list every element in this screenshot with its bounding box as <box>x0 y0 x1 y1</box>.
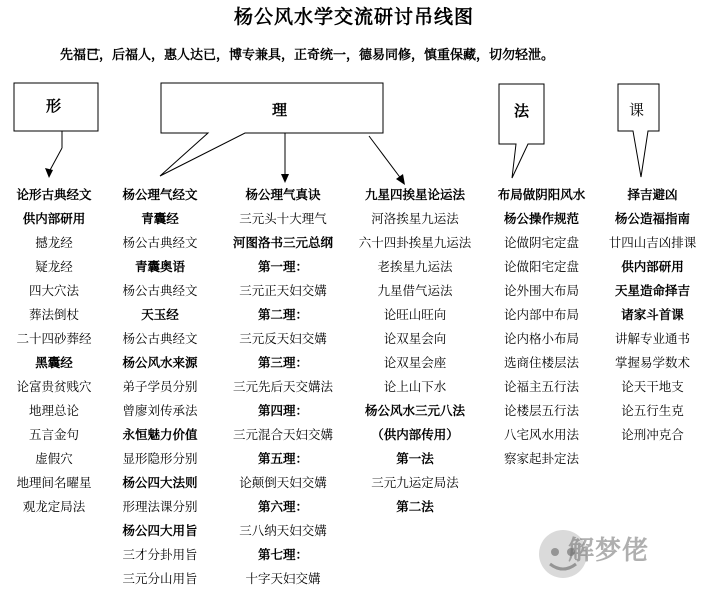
column-item: 六十四卦挨星九运法 <box>358 235 472 250</box>
column-item: 论福主五行法 <box>503 379 579 394</box>
column-item: 掌握易学数术 <box>614 355 690 370</box>
column-item: 杨公造福指南 <box>614 211 690 226</box>
column-item: 第一理： <box>257 259 308 274</box>
column-item: 青囊奥语 <box>134 259 185 274</box>
column-item: 杨公理气经文 <box>122 187 198 202</box>
column-item: 三元反天妇交媾 <box>239 331 327 346</box>
column-item: 杨公风水来源 <box>122 355 198 370</box>
column-item: 曾廖刘传承法 <box>122 403 198 418</box>
column-item: 第五理： <box>257 451 308 466</box>
column-item: 三元混合天妇交媾 <box>232 427 333 442</box>
column-ke <box>600 183 705 447</box>
column-item: 九星四挨星论运法 <box>364 187 465 202</box>
li-arrow-right <box>369 136 402 180</box>
column-item: 老挨星九运法 <box>377 259 453 274</box>
column-item: 论做阳宅定盘 <box>503 259 579 274</box>
column-item: 杨公风水三元八法 <box>364 403 465 418</box>
header-ke: 课 <box>629 101 645 119</box>
column-item: 论形古典经文 <box>16 187 92 202</box>
column-item: 诸家斗首课 <box>621 307 684 322</box>
column-item: 讲解专业通书 <box>614 331 690 346</box>
column-fa <box>484 183 599 471</box>
column-item: 第二理： <box>257 307 308 322</box>
column-item: 供内部研用 <box>621 259 684 274</box>
column-item: 撼龙经 <box>35 235 73 250</box>
column-item: 论外围大布局 <box>503 283 579 298</box>
column-item: 地理总论 <box>28 403 79 418</box>
page-title: 杨公风水学交流研讨吊线图 <box>233 6 474 28</box>
motto-line: 先福已，后福人，惠人达已，博专兼具，正奇统一，德易同修，慎重保藏，切勿轻泄。 <box>60 48 555 63</box>
column-xing <box>4 183 104 519</box>
column-item: 九星借气运法 <box>377 283 453 298</box>
column-item: 三才分卦用旨 <box>122 547 198 562</box>
column-item: 论内格小布局 <box>503 331 579 346</box>
column-item: 论双星会座 <box>383 355 447 370</box>
column-item: 黑囊经 <box>35 355 73 370</box>
column-item: 论颠倒天妇交媾 <box>239 475 327 490</box>
column-item: 三元先后天交媾法 <box>232 379 333 394</box>
column-item: 虚假穴 <box>35 451 73 466</box>
column-item: 三元正天妇交媾 <box>239 283 327 298</box>
column-item: 第七理： <box>257 547 308 562</box>
column-item: 论旺山旺向 <box>383 307 447 322</box>
column-item: 择吉避凶 <box>627 187 678 202</box>
column-item: 第二法 <box>396 499 434 514</box>
column-item: 五言金句 <box>28 427 79 442</box>
column-item: 地理间名曜星 <box>16 475 92 490</box>
column-item: 葬法倒杖 <box>28 307 79 322</box>
column-item: 杨公四大法则 <box>122 475 198 490</box>
column-item: 显形隐形分别 <box>122 451 198 466</box>
column-item: 论富贵贫贱穴 <box>16 379 92 394</box>
column-li-zhenjue <box>218 183 348 591</box>
header-li: 理 <box>272 101 288 119</box>
column-item: 三元分山用旨 <box>122 571 198 586</box>
column-item: 杨公古典经文 <box>122 235 198 250</box>
column-item: 三元头十大理气 <box>239 211 327 226</box>
column-item: 第一法 <box>396 451 434 466</box>
column-item: 论刑冲克合 <box>621 427 684 442</box>
column-item: 论五行生克 <box>621 403 684 418</box>
column-item: 永恒魅力价值 <box>122 427 198 442</box>
column-item: 第六理： <box>257 499 308 514</box>
column-item: 杨公理气真诀 <box>245 187 321 202</box>
column-item: 天星造命择吉 <box>614 283 690 298</box>
header-fa: 法 <box>514 102 530 120</box>
column-item: 天玉经 <box>141 307 179 322</box>
column-item: 论内部中布局 <box>503 307 579 322</box>
column-item: 供内部研用 <box>22 211 86 226</box>
column-item: 杨公四大用旨 <box>122 523 198 538</box>
column-item: 论双星会向 <box>383 331 447 346</box>
column-item: 河图洛书三元总纲 <box>232 235 333 250</box>
column-item: 论楼层五行法 <box>503 403 579 418</box>
column-item: 论做阴宅定盘 <box>503 235 579 250</box>
column-item: 杨公操作规范 <box>503 211 579 226</box>
column-item: 四大穴法 <box>28 283 79 298</box>
column-item: 青囊经 <box>141 211 179 226</box>
watermark-text: 解梦佬 <box>568 536 650 566</box>
column-item: 河洛挨星九运法 <box>371 211 459 226</box>
column-item: 观龙定局法 <box>22 499 86 514</box>
column-item: 疑龙经 <box>35 259 73 274</box>
column-item: 八宅风水用法 <box>503 427 579 442</box>
column-li-jiuxing <box>350 183 480 519</box>
column-item: 三元九运定局法 <box>371 475 459 490</box>
ke-callout <box>618 84 659 177</box>
li-callout <box>160 83 383 176</box>
column-item: 杨公古典经文 <box>122 283 198 298</box>
header-xing: 形 <box>46 97 62 115</box>
column-item: 第四理： <box>257 403 308 418</box>
column-item: 廿四山吉凶排课 <box>608 235 697 250</box>
column-item: 论天干地支 <box>621 379 684 394</box>
column-item: 形理法课分别 <box>122 499 198 514</box>
column-item: 十字天妇交媾 <box>245 571 321 586</box>
column-item: 选商住楼层法 <box>503 355 579 370</box>
column-item: 论上山下水 <box>383 379 447 394</box>
column-item: 杨公古典经文 <box>122 331 198 346</box>
column-item: 察家起卦定法 <box>503 451 579 466</box>
column-item: 布局做阴阳风水 <box>497 187 586 202</box>
column-item: 二十四砂葬经 <box>16 331 92 346</box>
column-item: 第三理： <box>257 355 308 370</box>
fa-callout <box>499 84 544 178</box>
column-li-jingwen <box>106 183 214 591</box>
column-item: 弟子学员分别 <box>122 379 198 394</box>
column-item: 三八纳天妇交媾 <box>239 523 327 538</box>
column-item: （供内部传用） <box>371 427 459 442</box>
